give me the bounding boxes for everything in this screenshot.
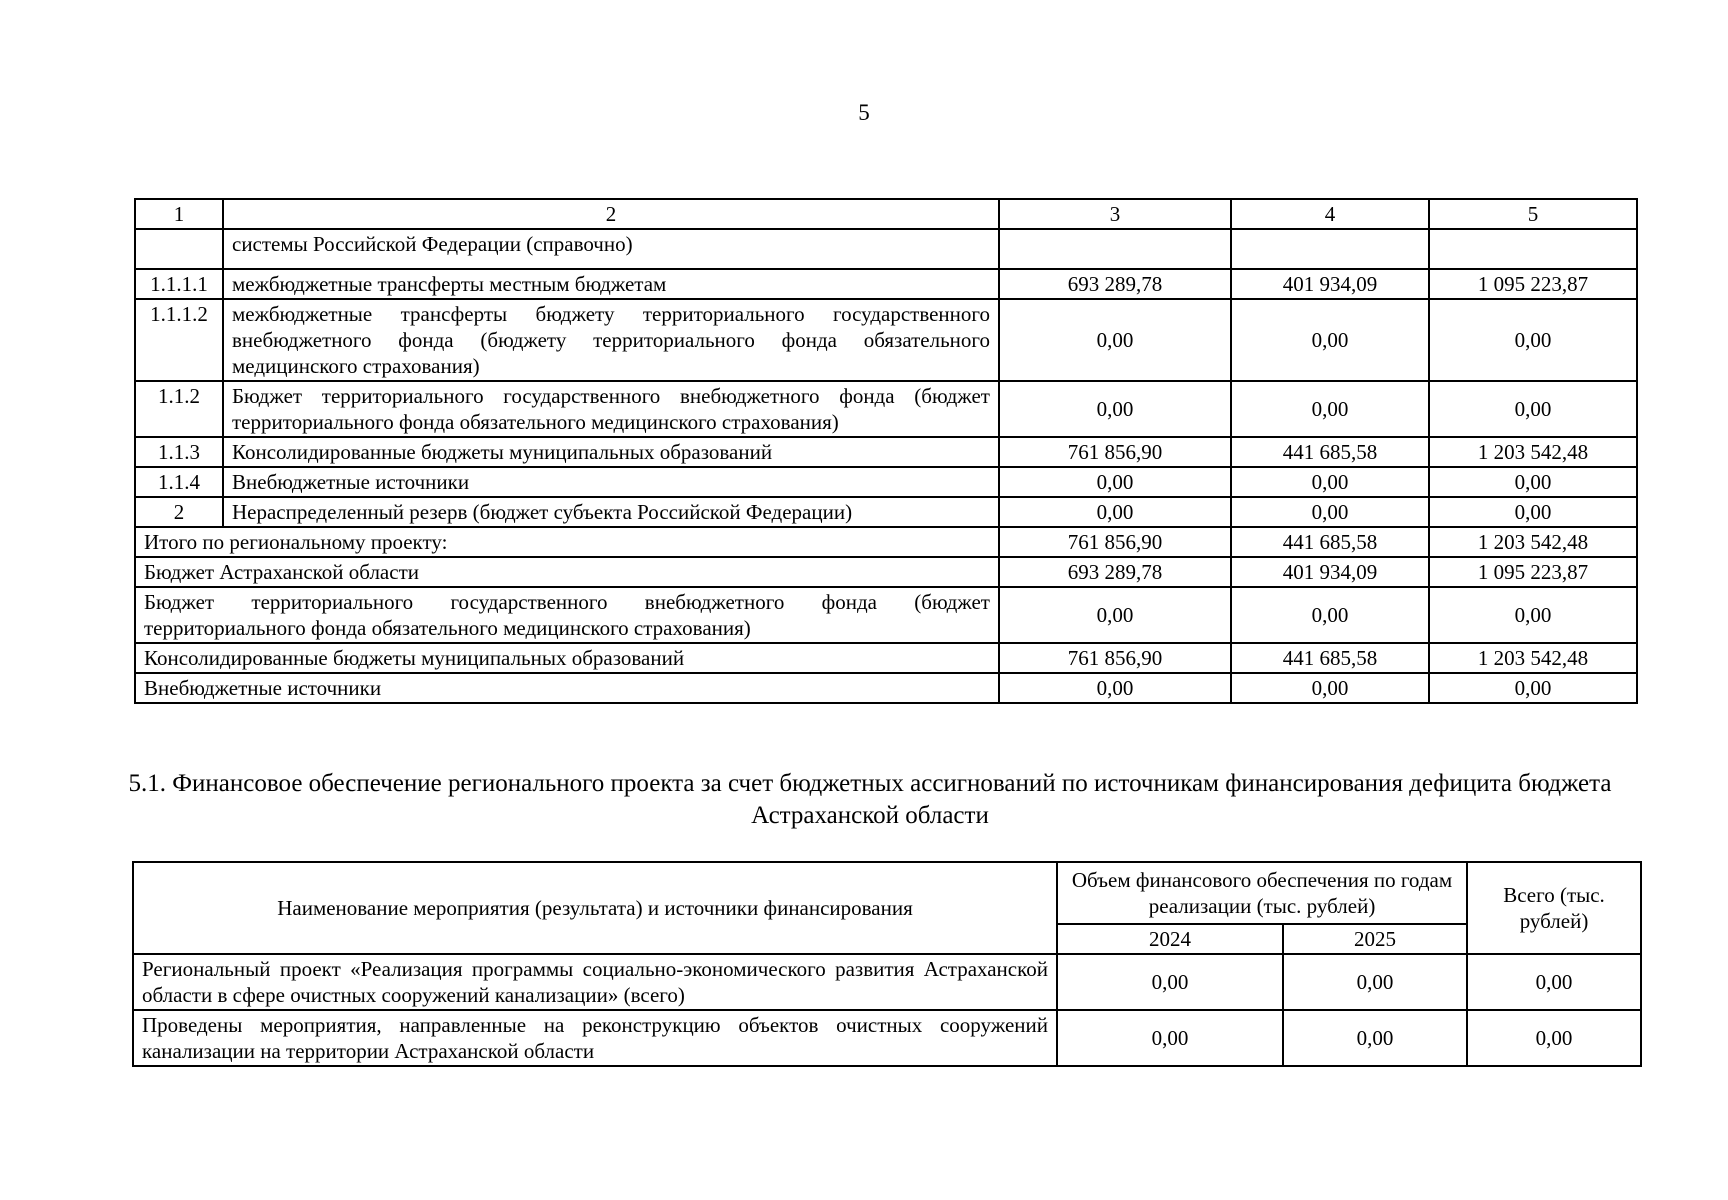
summary-row-name: Консолидированные бюджеты муниципальных образований (135, 643, 999, 673)
summary-row (135, 557, 1637, 587)
table-row (135, 229, 1637, 269)
row-name: Нераспределенный резерв (бюджет субъекта Российской Федерации) (223, 497, 999, 527)
summary-row-name: Бюджет территориального государственного внебюджетного фонда (бюджет территориального фонда обязательного медицинского страхования) (135, 587, 999, 643)
value-total: 0,00 (1429, 497, 1637, 527)
table-row (133, 1010, 1641, 1066)
row-number: 1.1.4 (135, 467, 223, 497)
value-total: 1 095 223,87 (1429, 557, 1637, 587)
value-2024: 693 289,78 (999, 557, 1231, 587)
value-2025: 0,00 (1231, 299, 1429, 381)
table-row (135, 437, 1637, 467)
value-total: 0,00 (1429, 299, 1637, 381)
value-2025: 0,00 (1231, 587, 1429, 643)
section-title: 5.1. Финансовое обеспечение регионального проекта за счет бюджетных ассигнований по источникам финансирования дефицита бюджета Астраханской области (128, 770, 1612, 829)
value-2025: 0,00 (1231, 497, 1429, 527)
value-2025: 0,00 (1283, 1010, 1467, 1066)
row-number: 1.1.3 (135, 437, 223, 467)
summary-row-name: Итого по региональному проекту: (135, 527, 999, 557)
column-number-1: 1 (135, 199, 223, 229)
row-number: 1.1.1.1 (135, 269, 223, 299)
row-name: Региональный проект «Реализация программы социально-экономического развития Астраханской области в сфере очистных сооружений канализации» (всего) (133, 954, 1057, 1010)
summary-row (135, 527, 1637, 557)
row-name: межбюджетные трансферты бюджету территориального государственного внебюджетного фонда (бюджету территориального фонда обязательного медицинского страхования) (223, 299, 999, 381)
header-name-column: Наименование мероприятия (результата) и источники финансирования (133, 862, 1057, 954)
value-total: 0,00 (1429, 673, 1637, 703)
value-total (1429, 229, 1637, 269)
value-total: 0,00 (1429, 587, 1637, 643)
value-2024: 0,00 (999, 673, 1231, 703)
value-2025: 0,00 (1283, 954, 1467, 1010)
column-number-2: 2 (223, 199, 999, 229)
value-total: 0,00 (1467, 954, 1641, 1010)
row-name: Консолидированные бюджеты муниципальных образований (223, 437, 999, 467)
summary-row (135, 673, 1637, 703)
row-name: системы Российской Федерации (справочно) (223, 229, 999, 269)
row-number: 1.1.1.2 (135, 299, 223, 381)
summary-row (135, 587, 1637, 643)
value-total: 0,00 (1429, 381, 1637, 437)
value-total: 1 203 542,48 (1429, 527, 1637, 557)
header-year-2025: 2025 (1283, 924, 1467, 954)
row-name: межбюджетные трансферты местным бюджетам (223, 269, 999, 299)
value-total: 0,00 (1467, 1010, 1641, 1066)
table-row (135, 467, 1637, 497)
value-2024: 0,00 (999, 299, 1231, 381)
summary-row-name: Бюджет Астраханской области (135, 557, 999, 587)
table-row (135, 381, 1637, 437)
header-year-2024: 2024 (1057, 924, 1283, 954)
financing-table (134, 198, 1638, 704)
value-2025: 0,00 (1231, 467, 1429, 497)
summary-row (135, 643, 1637, 673)
row-number (135, 229, 223, 269)
row-number: 2 (135, 497, 223, 527)
value-total: 1 203 542,48 (1429, 643, 1637, 673)
value-2024 (999, 229, 1231, 269)
column-number-3: 3 (999, 199, 1231, 229)
summary-row-name: Внебюджетные источники (135, 673, 999, 703)
row-name: Проведены мероприятия, направленные на реконструкцию объектов очистных сооружений канализации на территории Астраханской области (133, 1010, 1057, 1066)
header-volume-column: Объем финансового обеспечения по годам реализации (тыс. рублей) (1057, 862, 1467, 924)
value-2024: 0,00 (1057, 954, 1283, 1010)
value-2024: 761 856,90 (999, 643, 1231, 673)
value-2024: 0,00 (1057, 1010, 1283, 1066)
row-name: Бюджет территориального государственного внебюджетного фонда (бюджет территориального фонда обязательного медицинского страхования) (223, 381, 999, 437)
page-number: 5 (858, 100, 870, 125)
value-2025: 441 685,58 (1231, 527, 1429, 557)
value-2025: 401 934,09 (1231, 557, 1429, 587)
value-2024: 0,00 (999, 497, 1231, 527)
table-row (135, 299, 1637, 381)
value-total: 1 095 223,87 (1429, 269, 1637, 299)
row-name: Внебюджетные источники (223, 467, 999, 497)
value-2024: 0,00 (999, 381, 1231, 437)
value-2024: 761 856,90 (999, 527, 1231, 557)
value-2024: 693 289,78 (999, 269, 1231, 299)
row-number: 1.1.2 (135, 381, 223, 437)
column-number-5: 5 (1429, 199, 1637, 229)
value-2025: 0,00 (1231, 673, 1429, 703)
value-2024: 0,00 (999, 467, 1231, 497)
value-2024: 0,00 (999, 587, 1231, 643)
table-row (135, 269, 1637, 299)
deficit-financing-table (132, 861, 1642, 1067)
column-number-4: 4 (1231, 199, 1429, 229)
value-total: 1 203 542,48 (1429, 437, 1637, 467)
value-2025 (1231, 229, 1429, 269)
header-total-column: Всего (тыс. рублей) (1467, 862, 1641, 954)
value-2025: 441 685,58 (1231, 437, 1429, 467)
value-2025: 401 934,09 (1231, 269, 1429, 299)
table-row (135, 497, 1637, 527)
table-row (133, 954, 1641, 1010)
value-2025: 441 685,58 (1231, 643, 1429, 673)
value-total: 0,00 (1429, 467, 1637, 497)
value-2025: 0,00 (1231, 381, 1429, 437)
table-header-row (135, 199, 1637, 229)
value-2024: 761 856,90 (999, 437, 1231, 467)
